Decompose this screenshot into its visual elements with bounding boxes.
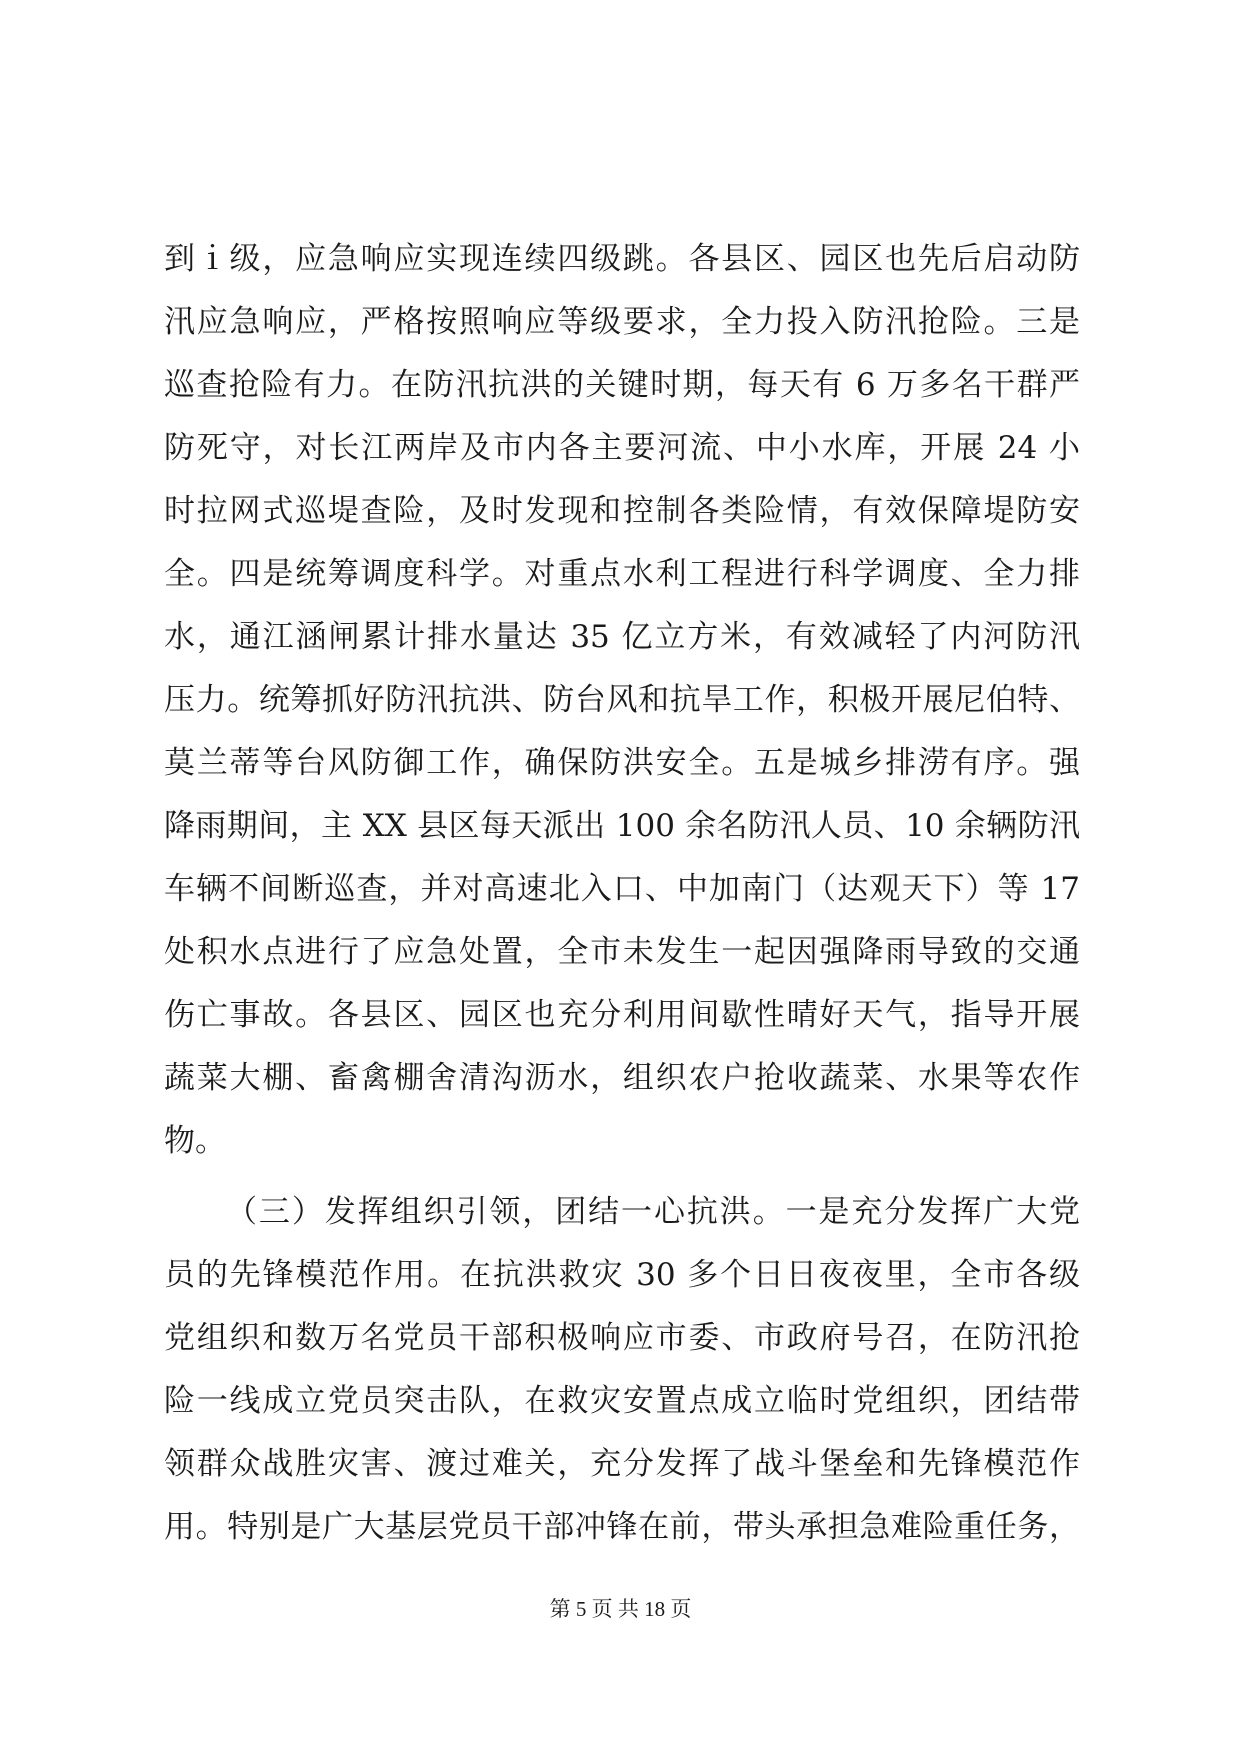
text-line: 处积水点进行了应急处置，全市未发生一起因强降雨导致的交通 xyxy=(164,934,1080,970)
page-number-footer: 第 5 页 共 18 页 xyxy=(549,1597,692,1621)
text-line: 车辆不间断巡查，并对高速北入口、中加南门（达观天下）等 17 xyxy=(164,871,1080,907)
text-line: 到ｉ级，应急响应实现连续四级跳。各县区、园区也先后启动防 xyxy=(164,241,1080,277)
text-line: 降雨期间，主 XX 县区每天派出 100 余名防汛人员、10 余辆防汛 xyxy=(164,808,1080,844)
text-line: 压力。统筹抓好防汛抗洪、防台风和抗旱工作，积极开展尼伯特、 xyxy=(164,682,1080,718)
text-line: 伤亡事故。各县区、园区也充分利用间歇性晴好天气，指导开展 xyxy=(164,997,1080,1033)
text-line: 用。特别是广大基层党员干部冲锋在前，带头承担急难险重任务， xyxy=(164,1509,1080,1545)
text-line: 时拉网式巡堤查险，及时发现和控制各类险情，有效保障堤防安 xyxy=(164,493,1080,529)
text-line: 水，通江涵闸累计排水量达 35 亿立方米，有效减轻了内河防汛 xyxy=(164,619,1080,655)
text-line: 党组织和数万名党员干部积极响应市委、市政府号召，在防汛抢 xyxy=(164,1320,1080,1356)
text-line: 员的先锋模范作用。在抗洪救灾 30 多个日日夜夜里，全市各级 xyxy=(164,1257,1080,1293)
document-body xyxy=(164,228,1080,1559)
paragraph-heading-line: （三）发挥组织引领，团结一心抗洪。一是充分发挥广大党 xyxy=(226,1194,1080,1230)
text-line: 物。 xyxy=(164,1123,226,1159)
text-line: 汛应急响应，严格按照响应等级要求，全力投入防汛抢险。三是 xyxy=(164,304,1080,340)
text-line: 巡查抢险有力。在防汛抗洪的关键时期，每天有 6 万多名干群严 xyxy=(164,367,1080,403)
paragraph-flood-measures xyxy=(164,228,1080,1173)
text-line: 领群众战胜灾害、渡过难关，充分发挥了战斗堡垒和先锋模范作 xyxy=(164,1446,1080,1482)
text-line: 防死守，对长江两岸及市内各主要河流、中小水库，开展 24 小 xyxy=(164,430,1080,466)
text-line: 莫兰蒂等台风防御工作，确保防洪安全。五是城乡排涝有序。强 xyxy=(164,745,1080,781)
text-line: 蔬菜大棚、畜禽棚舍清沟沥水，组织农户抢收蔬菜、水果等农作 xyxy=(164,1060,1080,1096)
text-line: 险一线成立党员突击队，在救灾安置点成立临时党组织，团结带 xyxy=(164,1383,1080,1419)
text-line: 全。四是统筹调度科学。对重点水利工程进行科学调度、全力排 xyxy=(164,556,1080,592)
paragraph-organization-leadership xyxy=(164,1181,1080,1559)
